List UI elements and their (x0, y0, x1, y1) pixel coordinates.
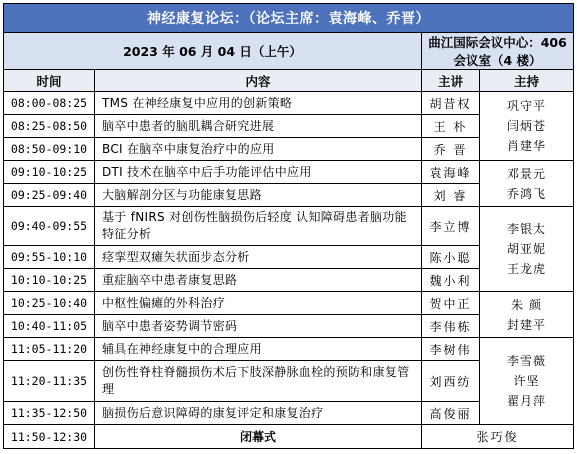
row-time: 10:40-11:05 (4, 315, 95, 338)
table-row (4, 92, 574, 115)
row-speaker: 刘 睿 (422, 184, 480, 207)
row-time: 10:10-10:25 (4, 269, 95, 292)
chair-name: 巩守平 (506, 99, 546, 113)
chair-name: 闫炳苍 (506, 119, 546, 133)
row-speaker: 魏小利 (422, 269, 480, 292)
row-content: DTI 技术在脑卒中后手功能评估中应用 (95, 161, 422, 184)
row-speaker: 刘西纺 (422, 361, 480, 402)
row-speaker: 袁海峰 (422, 161, 480, 184)
chair-name: 封建平 (506, 317, 546, 332)
chair-name: 乔鸿飞 (506, 186, 546, 201)
row-speaker: 陈小聪 (422, 246, 480, 269)
row-content: TMS 在神经康复中应用的创新策略 (95, 92, 422, 115)
row-content: 脑卒中患者姿势调节密码 (95, 315, 422, 338)
row-speaker: 贺中正 (422, 292, 480, 315)
chair-group-3 (480, 207, 574, 292)
row-content: 脑损伤后意识障碍的康复评定和康复治疗 (95, 402, 422, 425)
row-content: 中枢性偏瘫的外科治疗 (95, 292, 422, 315)
row-time: 09:40-09:55 (4, 207, 95, 246)
closing-time: 11:50-12:30 (4, 425, 95, 449)
forum-title: 神经康复论坛：（论坛主席：袁海峰、乔晋） (4, 4, 574, 33)
chair-name: 李雪薇 (506, 354, 546, 368)
row-speaker: 高俊丽 (422, 402, 480, 425)
row-time: 08:50-09:10 (4, 138, 95, 161)
session-venue: 曲江国际会议中心：406 会议室（4 楼） (422, 33, 574, 70)
row-time: 09:10-10:25 (4, 161, 95, 184)
row-time: 08:00-08:25 (4, 92, 95, 115)
row-content: 大脑解剖分区与功能康复思路 (95, 184, 422, 207)
chair-name: 翟月萍 (506, 394, 546, 408)
chair-name: 李银太 (506, 222, 546, 236)
chair-name: 朱 颜 (511, 297, 542, 312)
chair-name: 许坚 (513, 374, 540, 388)
header-speaker: 主讲 (422, 70, 480, 92)
table-row (4, 292, 574, 315)
row-content: 痉挛型双瘫矢状面步态分析 (95, 246, 422, 269)
row-content: 脑卒中患者的脑肌耦合研究进展 (95, 115, 422, 138)
schedule-container (3, 3, 573, 449)
row-speaker: 王 朴 (422, 115, 480, 138)
chair-name: 肖建华 (506, 139, 546, 153)
closing-speaker: 张巧俊 (422, 425, 574, 449)
closing-label: 闭幕式 (95, 425, 422, 449)
chair-name: 邓景元 (506, 166, 546, 181)
chair-name: 王龙虎 (506, 262, 546, 276)
header-time: 时间 (4, 70, 95, 92)
row-time: 09:25-09:40 (4, 184, 95, 207)
chair-group-2 (480, 161, 574, 207)
row-content: 基于 fNIRS 对创伤性脑损伤后轻度 认知障碍患者脑功能特征分析 (95, 207, 422, 246)
session-date: 2023 年 06 月 04 日（上午） (4, 33, 422, 70)
chair-group-5 (480, 338, 574, 425)
row-time: 11:20-11:35 (4, 361, 95, 402)
row-content: 创伤性脊柱脊髓损伤术后下肢深静脉血栓的预防和康复管理 (95, 361, 422, 402)
row-content: 辅具在神经康复中的合理应用 (95, 338, 422, 361)
row-speaker: 李立博 (422, 207, 480, 246)
row-speaker: 李伟栋 (422, 315, 480, 338)
row-speaker: 胡昔权 (422, 92, 480, 115)
header-chair: 主持 (480, 70, 574, 92)
closing-row (4, 425, 574, 449)
row-time: 09:55-10:10 (4, 246, 95, 269)
row-content: 重症脑卒中患者康复思路 (95, 269, 422, 292)
row-time: 11:05-11:20 (4, 338, 95, 361)
header-content: 内容 (95, 70, 422, 92)
row-speaker: 乔 晋 (422, 138, 480, 161)
table-row (4, 207, 574, 246)
chair-group-4 (480, 292, 574, 338)
table-row (4, 338, 574, 361)
chair-group-1 (480, 92, 574, 161)
table-header-row (4, 70, 574, 92)
row-time: 11:35-12:50 (4, 402, 95, 425)
row-speaker: 李树伟 (422, 338, 480, 361)
chair-name: 胡亚妮 (506, 242, 546, 256)
row-content: BCI 在脑卒中康复治疗中的应用 (95, 138, 422, 161)
row-time: 10:25-10:40 (4, 292, 95, 315)
row-time: 08:25-08:50 (4, 115, 95, 138)
table-row (4, 161, 574, 184)
schedule-table (3, 3, 574, 449)
